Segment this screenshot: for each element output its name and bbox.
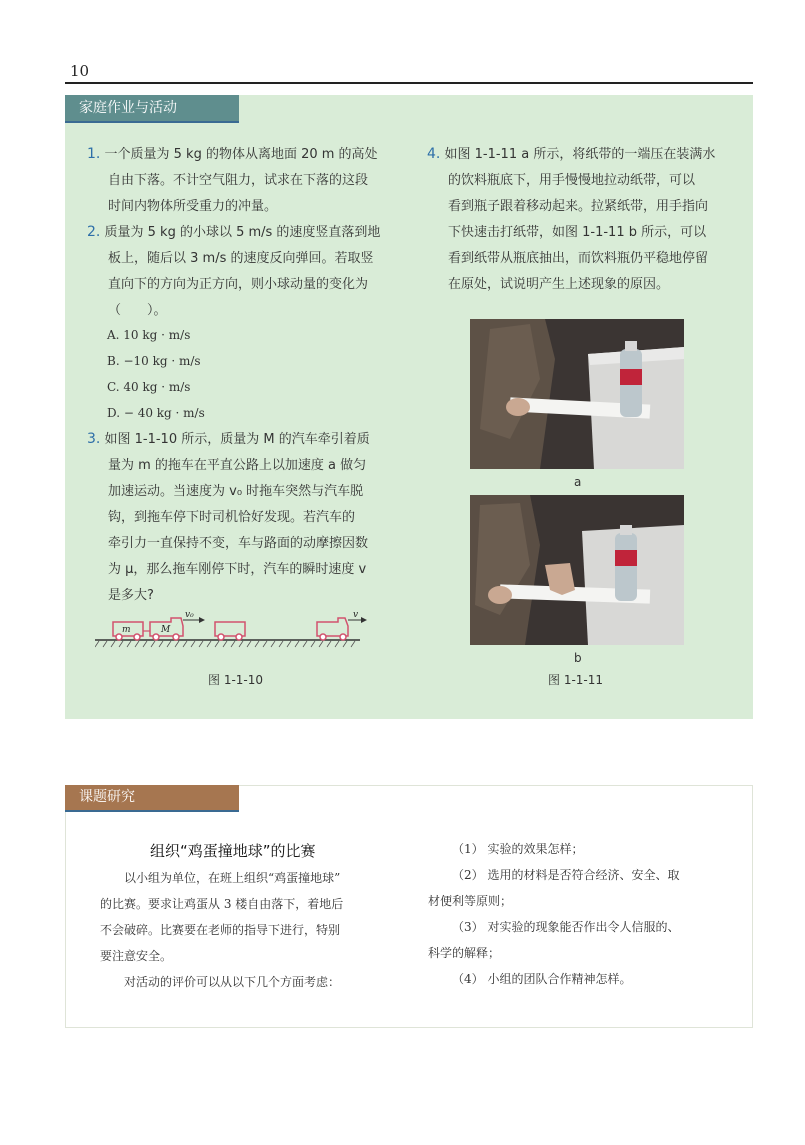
- question-4-line-4: 下快速击打纸带，如图 1-1-11 b 所示，可以: [448, 225, 707, 240]
- figure-1-1-10: [95, 610, 375, 655]
- research-left-line-5: 对活动的评价可以从以下几个方面考虑：: [124, 975, 341, 989]
- question-4-line-5: 看到纸带从瓶底抽出，而饮料瓶仍平稳地停留: [448, 251, 709, 266]
- question-2-line-3: 直向下的方向为正方向，则小球动量的变化为: [108, 277, 369, 292]
- question-4-line-2: 的饮料瓶底下，用手慢慢地拉动纸带，可以: [448, 173, 696, 188]
- question-2-line-1: 质量为 5 kg 的小球以 5 m/s 的速度竖直落到地: [104, 225, 381, 240]
- label-v: v: [353, 610, 359, 620]
- homework-panel: [65, 95, 753, 719]
- research-right-line-2: （2） 选用的材料是否符合经济、安全、取: [452, 868, 680, 882]
- question-4: [427, 141, 715, 298]
- question-2-option-c: C. 40 kg · m/s: [107, 380, 191, 394]
- question-4-line-6: 在原处，试说明产生上述现象的原因。: [448, 277, 670, 292]
- figure-1-1-11-caption: 图 1-1-11: [548, 673, 604, 687]
- label-M: M: [161, 625, 171, 635]
- question-1-line-3: 时间内物体所受重力的冲量。: [108, 199, 278, 214]
- question-2-option-b: B. −10 kg · m/s: [107, 354, 201, 368]
- question-3-line-1: 如图 1-1-10 所示，质量为 M 的汽车牵引着质: [104, 432, 370, 447]
- question-2-line-2: 板上，随后以 3 m/s 的速度反向弹回。若取竖: [108, 251, 374, 266]
- research-left-line-3: 不会破碎。比赛要在老师的指导下进行，特别: [100, 923, 341, 937]
- research-right-line-1: （1） 实验的效果怎样；: [452, 842, 584, 856]
- question-2-line-4: （ ）。: [108, 303, 167, 318]
- question-3-line-4: 钩，到拖车停下时司机恰好发现。若汽车的: [108, 510, 356, 525]
- question-4-line-1: 如图 1-1-11 a 所示，将纸带的一端压在装满水: [444, 147, 716, 162]
- question-2-option-a: A. 10 kg · m/s: [107, 328, 191, 342]
- photo-a-label: a: [574, 475, 582, 489]
- research-left-line-4: 要注意安全。: [100, 949, 173, 963]
- homework-tab-underline: [65, 121, 239, 123]
- question-1-line-2: 自由下落。不计空气阻力，试求在下落的这段: [108, 173, 369, 188]
- question-1-number: 1.: [87, 146, 101, 162]
- research-right-text: [428, 836, 738, 992]
- research-right-line-4: （3） 对实验的现象能否作出令人信服的、: [452, 920, 680, 934]
- homework-tab: 家庭作业与活动: [65, 95, 239, 121]
- question-3-number: 3.: [87, 431, 101, 447]
- question-3-line-5: 牵引力一直保持不变，车与路面的动摩擦因数: [108, 536, 369, 551]
- question-4-line-3: 看到瓶子跟着移动起来。拉紧纸带，用手指向: [448, 199, 709, 214]
- research-left-line-1: 以小组为单位，在班上组织“鸡蛋撞地球”: [124, 871, 341, 885]
- label-v0: v₀: [185, 610, 194, 620]
- page-number: 10: [70, 62, 90, 80]
- question-1: [87, 141, 378, 220]
- photo-b-label: b: [574, 651, 582, 665]
- question-2-number: 2.: [87, 224, 101, 240]
- question-3-line-6: 为 μ，那么拖车刚停下时，汽车的瞬时速度 v: [108, 562, 367, 577]
- research-right-line-6: （4） 小组的团队合作精神怎样。: [452, 972, 632, 986]
- photo-b: [470, 495, 684, 645]
- research-left-text: [100, 865, 430, 995]
- photo-a: [470, 319, 684, 469]
- research-tab: 课题研究: [65, 785, 239, 810]
- question-3: [87, 426, 370, 609]
- question-3-line-2: 量为 m 的拖车在平直公路上以加速度 a 做匀: [108, 458, 367, 473]
- research-title: 组织“鸡蛋撞地球”的比赛: [150, 842, 316, 860]
- question-1-line-1: 一个质量为 5 kg 的物体从离地面 20 m 的高处: [104, 147, 378, 162]
- question-2: [87, 219, 380, 324]
- label-m: m: [122, 625, 131, 635]
- stopped-trailer: [215, 622, 245, 640]
- header-rule: [65, 82, 753, 84]
- question-3-line-3: 加速运动。当速度为 v₀ 时拖车突然与汽车脱: [108, 484, 364, 499]
- research-right-line-3: 材便利等原则；: [428, 894, 513, 908]
- research-tab-underline: [65, 810, 239, 812]
- research-right-line-5: 科学的解释；: [428, 946, 501, 960]
- question-3-line-7: 是多大?: [108, 588, 154, 603]
- research-panel: [65, 785, 753, 1028]
- figure-1-1-10-caption: 图 1-1-10: [208, 673, 264, 687]
- question-4-number: 4.: [427, 146, 441, 162]
- research-left-line-2: 的比赛。要求让鸡蛋从 3 楼自由落下，着地后: [100, 897, 344, 911]
- question-2-option-d: D. − 40 kg · m/s: [107, 406, 205, 420]
- car-later: [317, 618, 348, 640]
